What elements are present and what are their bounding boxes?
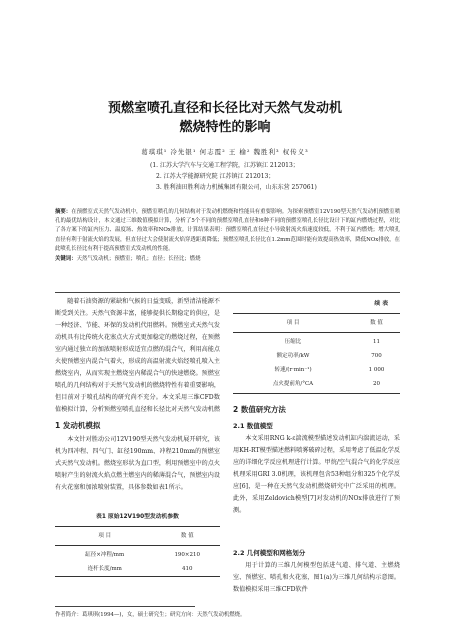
table-cell: 11	[373, 339, 381, 345]
table-cell: 缸径×冲程/mm	[85, 552, 125, 558]
subsection22-text: 用于计算的三维几何模型包括进气道、排气道、主燃烧室、预燃室、喷孔和火花塞，图1(a)为三维几何结构示意图。数值模拟采用三维CFD软件	[233, 562, 400, 593]
affiliations	[150, 160, 400, 193]
section1-text: 本文针对胜动公司12V190型天然气发动机展开研究，该机为四冲程、四气门、缸径190mm、冲程210mm的预燃室式天然气发动机。燃烧室形状为直口型，利用预燃室中的点火喷射产生的射流火焰点燃主燃室内的稀薄混合气，预燃室内设有火花塞和加浓喷射装置，具体参数如表1所示。	[55, 436, 220, 491]
table-row	[55, 546, 220, 563]
subsection22-heading: 2.2 几何模型和网格划分	[233, 549, 306, 557]
abstract-text: 在预燃室式天然气发动机中，预燃室喷孔的几何结构对于发动机燃烧和性能具有重要影响。为探索预燃室12V190型天然气发动机预燃室喷孔的最优结构设计，本文通过三维数值模拟计算，分析了5个不同的预燃室喷孔直径和6种不同的预燃室喷孔长径比设计下的缸内燃烧过程，对比了各方案下的缸内压力、温度场、热效率和NOx排放。计算结果表明：预燃室喷孔直径过小导致射流火焰速度较低，不利于缸内燃烧；增大喷孔直径有利于射流火焰的发展，但直径过大会使射流火焰穿透距离降低；预燃室喷孔长径比在1.2mm范围时能有效提高热效率，降低NOx排放，在此喷孔长径比有利于提高预燃室式发动机的性能。	[55, 209, 400, 252]
table-row	[233, 333, 400, 350]
paper-title-line1: 预燃室喷孔直径和长径比对天然气发动机	[107, 101, 342, 116]
table-cell: 700	[371, 353, 382, 359]
subsection21-text: 本文采用RNG k-ε湍流模型描述发动机缸内湍流运动，采用KH-RT模型描述燃料喷雾破碎过程，采用考虑了低温化学反应的详细化学反应机理进行计算。甲烷/空气混合气的化学反应机理采用GRI 3.0机理，该机理包含53种组分和325个化学反应[6]，是一种在天然气发动机燃烧研究中广泛采用的机理。此外，采用Zeldovich模型[7]对发动机的NOx排放进行了预测。	[233, 435, 400, 514]
table1-continued	[233, 313, 400, 394]
table1-header-value: 数 值	[155, 527, 221, 546]
section1-heading: 1 发动机模拟	[55, 421, 101, 430]
keywords-text: 天然气发动机；预燃室；喷孔；直径；长径比；燃烧	[76, 256, 201, 263]
table-row	[233, 349, 400, 363]
table-cell: 额定功率/kW	[276, 353, 310, 359]
author-list: 葛琪琪¹ 冷先银¹ 何志霞² 王 榆² 魏胜利³ 权传义³	[141, 148, 309, 156]
table-row	[55, 562, 220, 576]
table-row	[233, 377, 400, 393]
table-cell: 1 000	[368, 367, 385, 373]
table-cont-header-value: 数 值	[353, 314, 400, 333]
right-column	[233, 298, 400, 596]
abstract	[55, 208, 400, 264]
table-cell: 压缩比	[284, 339, 302, 345]
abstract-label: 摘要：	[55, 209, 72, 215]
paper-title-line2: 燃烧特性的影响	[179, 120, 271, 135]
table-cell: 190×210	[174, 552, 201, 558]
table1-caption: 表1 原始12V190型发动机参数	[96, 514, 179, 520]
table-continued-label: 续 表	[374, 301, 388, 307]
table-cell: 20	[373, 381, 381, 387]
table1	[55, 526, 220, 577]
footnote: 作者简介：葛琪琪(1994—)，女，硕士研究生；研究方向：天然气发动机燃烧。	[55, 612, 246, 618]
section2-heading: 2 数值研究方法	[233, 405, 286, 414]
table-row	[233, 363, 400, 377]
affiliation-2: 2. 江苏大学能源研究院 江苏镇江 212013；	[156, 173, 275, 180]
table-cell: 点火提前角/°CA	[272, 381, 314, 387]
table-cell: 410	[182, 566, 193, 572]
table-cell: 连杆长度/mm	[87, 566, 122, 572]
affiliation-3: 3. 胜利油田胜利动力机械集团有限公司，山东东营 257061)	[156, 184, 317, 191]
table-cont-header-item: 项 目	[233, 314, 353, 333]
table-cell: 转速/(r·min⁻¹)	[274, 367, 312, 373]
subsection21-heading: 2.1 数值模型	[233, 422, 273, 430]
intro-paragraph: 随着石油资源的紧缺和气候的日益变暖，新型清洁能源不断受到关注。天然气资源丰富，能够提供长期稳定的供应，是一种经济、节能、环保的发动机代用燃料。预燃室式天然气发动机具有比传统火花塞点火方式更加稳定的燃烧过程，在预燃室内通过独立的加浓喷射形成适宜点燃的混合气，利用高能点火使预燃室内混合气着火，形成的高温射流火焰经喷孔喷入主燃烧室内，从而实现主燃烧室内稀混合气的快速燃烧。预燃室喷孔的几何结构对于天然气发动机的燃烧特性有着重要影响，但目前对于喷孔结构的研究尚不充分。本文采用三维CFD数值模拟计算，分析预燃室喷孔直径和长径比对天然气发动机燃	[55, 298, 220, 413]
abstract-divider	[55, 292, 400, 293]
footnote-divider	[55, 606, 195, 607]
keywords-label: 关键词：	[55, 256, 77, 263]
table1-header-item: 项 目	[55, 527, 155, 546]
left-column	[55, 296, 220, 577]
affiliation-1: (1. 江苏大学汽车与交通工程学院，江苏镇江 212013；	[150, 162, 299, 169]
